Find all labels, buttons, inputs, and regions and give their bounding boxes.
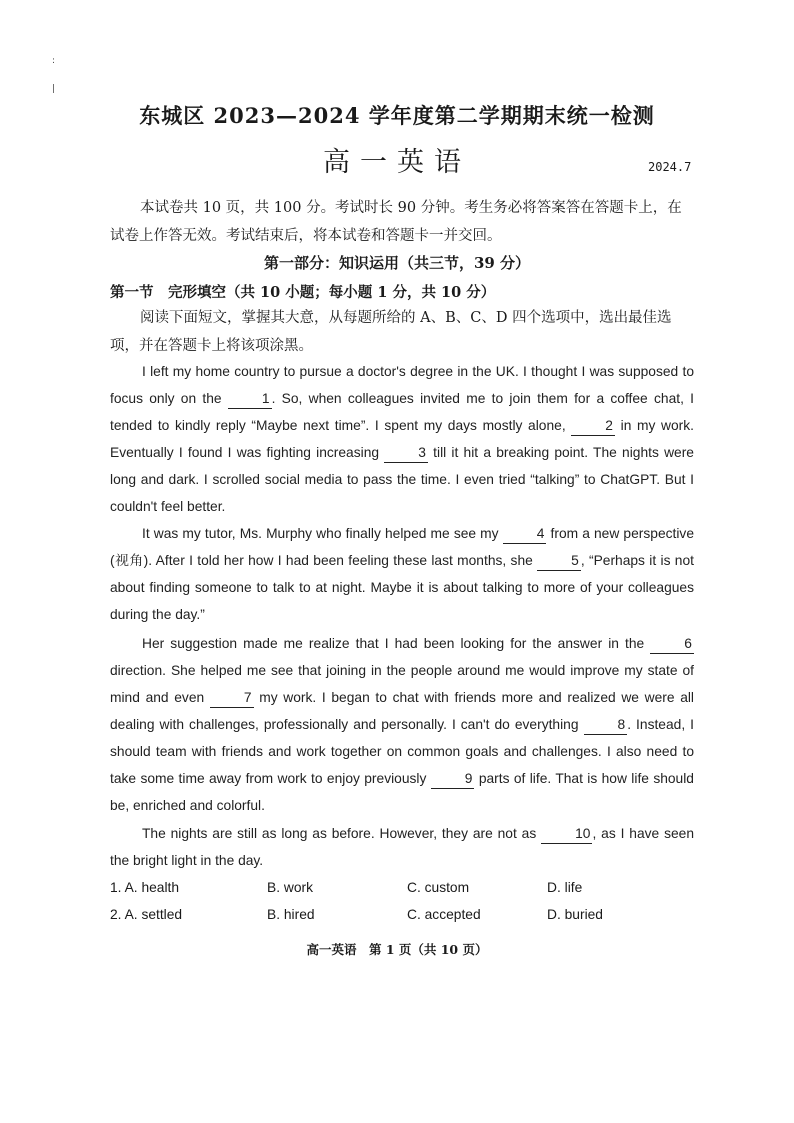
blank-6: 6 bbox=[650, 635, 694, 654]
option-c: C. custom bbox=[407, 880, 470, 895]
option-a: 1. A. health bbox=[110, 880, 180, 895]
passage-text: The nights are still as long as before. However, they are not as bbox=[142, 826, 537, 841]
passage-text: parts of life. That is how life should be, enriched and colorful. bbox=[110, 771, 694, 813]
passage-text: from a new perspective (视角). After I told her how I had been feeling these last months, she bbox=[110, 526, 694, 568]
option-d: D. life bbox=[547, 880, 583, 895]
passage-text: , as I have seen the bright light in the day. bbox=[110, 826, 694, 868]
passage-text: It was my tutor, Ms. Murphy who finally helped me see my bbox=[142, 526, 499, 541]
passage-text: I left my home country to pursue a doctor's degree in the UK. I thought I was supposed to focus only on the bbox=[110, 364, 694, 406]
passage-paragraph-3 bbox=[110, 630, 694, 819]
blank-2: 2 bbox=[571, 417, 615, 436]
blank-4: 4 bbox=[503, 525, 547, 544]
option-d: D. buried bbox=[547, 907, 603, 922]
passage-text: . So, when colleagues invited me to join them for a coffee chat, I tended to kindly reply “Maybe next time”. I spent my days mostly alone, bbox=[110, 391, 694, 433]
section1-instructions: 阅读下面短文，掌握其大意，从每题所给的 A、B、C、D 四个选项中，选出最佳选项，并在答题卡上将该项涂黑。 bbox=[110, 310, 672, 354]
option-b: B. work bbox=[267, 880, 313, 895]
passage-paragraph-1 bbox=[110, 358, 694, 520]
margin-mark-bottom: | bbox=[52, 84, 56, 94]
blank-3: 3 bbox=[384, 444, 428, 463]
passage-text: Her suggestion made me realize that I had been looking for the answer in the bbox=[142, 636, 645, 651]
intro-text: 本试卷共 10 页，共 100 分。考试时长 90 分钟。考生务必将答案答在答题卡上，在试卷上作答无效。考试结束后，将本试卷和答题卡一并交回。 bbox=[110, 200, 682, 244]
option-b: B. hired bbox=[267, 907, 315, 922]
subject-title: 高一英语 bbox=[323, 147, 471, 178]
passage-text: in my work. Eventually I found I was fighting increasing bbox=[110, 418, 694, 460]
exam-date: 2024.7 bbox=[648, 160, 692, 174]
margin-mark-top: : bbox=[52, 56, 56, 66]
question-options bbox=[110, 874, 670, 928]
question-row bbox=[110, 874, 670, 901]
option-a: 2. A. settled bbox=[110, 907, 183, 922]
section1-heading: 第一节 完形填空（共 10 小题；每小题 1 分，共 10 分） bbox=[110, 284, 496, 301]
passage-text: my work. I began to chat with friends more and realized we were all dealing with challenges, professionally and personally. I can't do everything bbox=[110, 690, 694, 732]
blank-10: 10 bbox=[541, 825, 592, 844]
blank-8: 8 bbox=[584, 716, 628, 735]
part1-heading: 第一部分：知识运用（共三节，39 分） bbox=[263, 254, 531, 272]
page-footer: 高一英语 第 1 页（共 10 页） bbox=[306, 942, 488, 957]
passage-text: direction. She helped me see that joining in the people around me would improve my state of mind and even bbox=[110, 663, 694, 705]
exam-title: 东城区 2023—2024 学年度第二学期期末统一检测 bbox=[139, 103, 655, 128]
passage-paragraph-4 bbox=[110, 820, 694, 874]
blank-5: 5 bbox=[537, 552, 581, 571]
question-row bbox=[110, 901, 670, 928]
passage-paragraph-2 bbox=[110, 520, 694, 628]
option-c: C. accepted bbox=[407, 907, 481, 922]
passage-text: . Instead, I should team with friends and work together on common goals and challenges. I also need to take some time away from work to enjoy previously bbox=[110, 717, 694, 786]
blank-9: 9 bbox=[431, 770, 475, 789]
blank-7: 7 bbox=[210, 689, 254, 708]
passage-text: till it hit a breaking point. The nights were long and dark. I scrolled social media to pass the time. I even tried “talking” to ChatGPT. But I couldn't feel better. bbox=[110, 445, 694, 514]
blank-1: 1 bbox=[228, 390, 272, 409]
passage-text: , “Perhaps it is not about finding someone to talk to at night. Maybe it is about talking to more of your colleagues during the day.” bbox=[110, 553, 694, 622]
